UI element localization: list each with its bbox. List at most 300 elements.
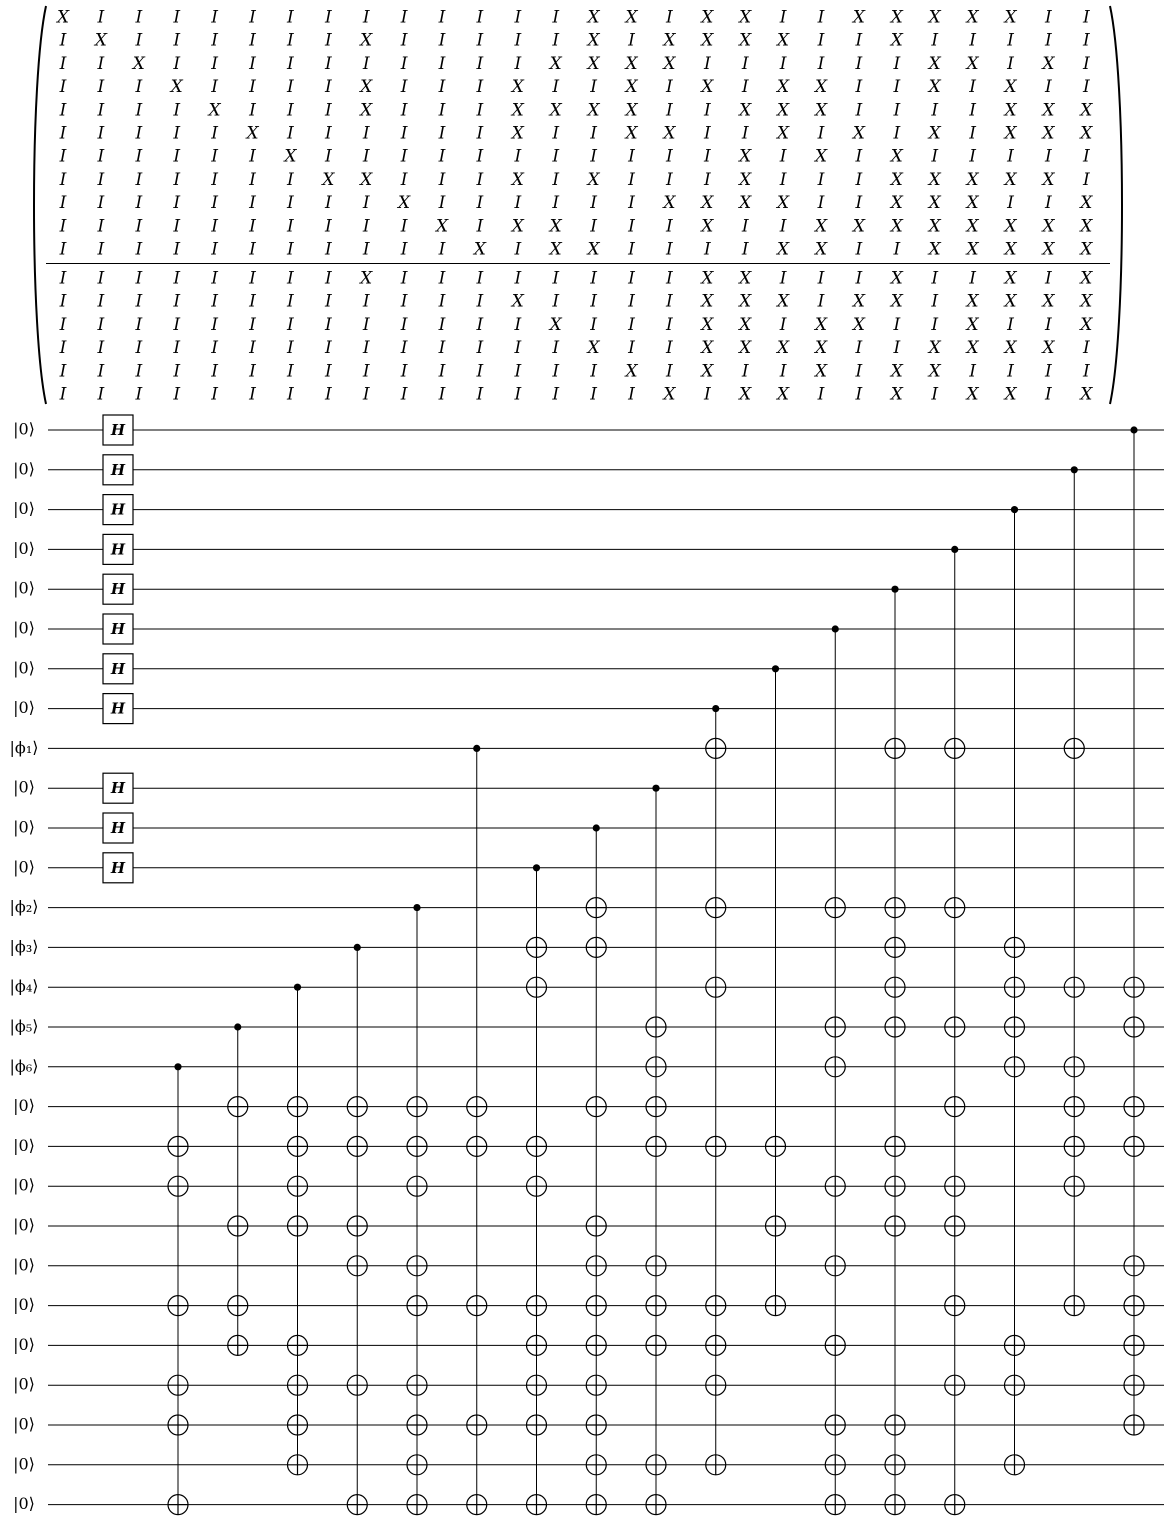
cnot-target — [586, 1415, 606, 1435]
wire-labels — [10, 420, 39, 1514]
matrix-cell: I — [362, 314, 370, 335]
matrix-cell: I — [590, 77, 597, 98]
matrix-cell: I — [893, 100, 901, 121]
matrix-cell: I — [514, 193, 522, 214]
cnot-target — [228, 1296, 248, 1316]
matrix-cell: I — [779, 361, 787, 382]
cnot-target — [825, 898, 845, 918]
matrix-cell: X — [587, 338, 600, 359]
matrix-cell: I — [438, 100, 446, 121]
matrix-cell: I — [173, 7, 181, 28]
cnot-target — [288, 1136, 308, 1156]
cnot-target — [1124, 1017, 1144, 1037]
cnot-target — [168, 1415, 188, 1435]
matrix-cell: I — [552, 268, 560, 289]
cnot-target — [228, 1335, 248, 1355]
matrix-cell: I — [59, 123, 67, 144]
cnot-target — [288, 1335, 308, 1355]
matrix-cell: I — [173, 169, 181, 190]
matrix-cell: I — [287, 314, 294, 335]
wire-label: |0⟩ — [13, 459, 35, 479]
matrix-cell: X — [701, 314, 714, 335]
matrix-cell: I — [1045, 7, 1052, 28]
matrix-cell: I — [514, 30, 522, 51]
matrix-cell: I — [438, 123, 446, 144]
cnot-target — [347, 1097, 367, 1117]
matrix-cell: I — [135, 239, 143, 260]
cnot-target — [1064, 1097, 1084, 1117]
cnot-target — [706, 898, 726, 918]
matrix-cell: I — [476, 30, 484, 51]
matrix-cell: I — [324, 53, 332, 74]
control-dot — [533, 864, 540, 871]
matrix-cell: X — [1004, 268, 1017, 289]
cnot-target — [527, 1495, 547, 1515]
matrix-cell: I — [855, 100, 863, 121]
matrix-cell: I — [438, 146, 446, 167]
matrix-cell: X — [852, 216, 865, 237]
cnot-target — [228, 1216, 248, 1236]
cnot-target — [407, 1097, 427, 1117]
matrix-cell: I — [817, 193, 825, 214]
matrix-cell: I — [666, 216, 673, 237]
cnot-target — [407, 1495, 427, 1515]
matrix-cell: X — [360, 268, 373, 289]
control-dot — [652, 785, 659, 792]
wire-label: |ϕ₄⟩ — [9, 976, 39, 996]
matrix-cell: I — [1007, 361, 1014, 382]
cnot-target — [885, 1176, 905, 1196]
hadamard-label: H — [110, 540, 126, 559]
hadamard-label: H — [110, 460, 126, 479]
matrix-cell: X — [1080, 216, 1093, 237]
matrix-cell: I — [97, 216, 105, 237]
matrix-cell: I — [741, 53, 749, 74]
matrix-cell: I — [1082, 77, 1090, 98]
matrix-cell: I — [173, 193, 181, 214]
matrix-cell: I — [324, 100, 332, 121]
matrix-cell: I — [249, 7, 256, 28]
matrix-cell: I — [855, 338, 863, 359]
matrix-cell: I — [324, 291, 332, 312]
control-dot — [174, 1063, 181, 1070]
matrix-cell: I — [97, 146, 105, 167]
cnot-target — [288, 1375, 308, 1395]
matrix-cell: I — [514, 146, 522, 167]
hadamard-label: H — [110, 819, 126, 837]
cnot-target — [347, 1256, 367, 1276]
matrix-cell: I — [400, 239, 408, 260]
matrix-cell: I — [703, 384, 711, 405]
matrix-cell: X — [928, 123, 941, 144]
matrix-cell: I — [438, 30, 446, 51]
matrix-cell: I — [628, 239, 635, 260]
matrix-cell: I — [590, 268, 597, 289]
matrix-cell: I — [59, 77, 67, 98]
matrix-cell: X — [511, 291, 524, 312]
cnot-target — [1005, 1455, 1025, 1475]
matrix-cell: I — [211, 291, 218, 312]
matrix-cell: I — [893, 314, 901, 335]
matrix-cell: I — [628, 268, 635, 289]
matrix-cell: I — [1045, 193, 1052, 214]
matrix-cell: I — [817, 30, 825, 51]
matrix-cell: I — [97, 77, 105, 98]
matrix-cell: I — [552, 338, 560, 359]
matrix-cell: I — [1007, 53, 1014, 74]
matrix-cell: I — [703, 146, 711, 167]
matrix-cell: I — [476, 291, 484, 312]
matrix-cell: X — [1004, 7, 1017, 28]
wire-label: |ϕ₅⟩ — [9, 1016, 39, 1036]
matrix-cell: I — [400, 314, 408, 335]
matrix-cell: X — [398, 193, 411, 214]
cnot-target — [586, 1495, 606, 1515]
matrix-cell: I — [514, 53, 522, 74]
matrix-cell: I — [211, 338, 218, 359]
cnot-target — [766, 1136, 786, 1156]
matrix-cell: X — [928, 361, 941, 382]
matrix-cell: X — [663, 193, 676, 214]
cnot-target — [347, 1216, 367, 1236]
control-dot — [712, 705, 719, 712]
wire-label: |0⟩ — [13, 499, 35, 519]
matrix-cell: I — [59, 169, 67, 190]
control-dot — [1011, 506, 1018, 513]
matrix-cell: I — [969, 361, 976, 382]
cnot-target — [527, 1296, 547, 1316]
matrix-cell: X — [511, 77, 524, 98]
matrix-cell: I — [666, 338, 673, 359]
cnot-target — [1005, 937, 1025, 957]
matrix-cell: X — [739, 169, 752, 190]
cnot-target — [467, 1296, 487, 1316]
matrix-cell: X — [360, 30, 373, 51]
cnot-target — [825, 1415, 845, 1435]
matrix-cell: I — [893, 53, 901, 74]
matrix-cell: X — [663, 384, 676, 405]
matrix-cell: I — [287, 338, 294, 359]
matrix-cell: X — [739, 338, 752, 359]
matrix-cell: I — [666, 291, 673, 312]
stabilizer-matrix — [34, 6, 1122, 405]
cnot-target — [586, 1256, 606, 1276]
wire-label: |0⟩ — [13, 538, 35, 558]
matrix-cell: I — [249, 193, 256, 214]
cnot-target — [288, 1216, 308, 1236]
matrix-cell: I — [666, 361, 673, 382]
wire-label: |0⟩ — [13, 1135, 35, 1155]
matrix-cell: X — [701, 193, 714, 214]
matrix-cell: I — [287, 169, 294, 190]
cnot-target — [288, 1176, 308, 1196]
cnot-target — [825, 1057, 845, 1077]
cnot-target — [347, 1495, 367, 1515]
matrix-cell: I — [931, 314, 939, 335]
matrix-cell: X — [549, 216, 562, 237]
matrix-cell: I — [173, 30, 181, 51]
control-dot — [1071, 466, 1078, 473]
matrix-cell: I — [931, 291, 939, 312]
matrix-cell: I — [438, 77, 446, 98]
matrix-cell: X — [928, 169, 941, 190]
matrix-cell: I — [59, 193, 67, 214]
cnot-target — [885, 898, 905, 918]
matrix-cell: X — [701, 268, 714, 289]
matrix-cell: I — [969, 100, 976, 121]
matrix-cell: I — [590, 291, 597, 312]
matrix-cell: X — [852, 7, 865, 28]
wire-label: |0⟩ — [13, 1096, 35, 1116]
cnot-target — [527, 1375, 547, 1395]
matrix-cell: I — [362, 239, 370, 260]
matrix-cell: I — [476, 384, 484, 405]
cnot-target — [586, 1216, 606, 1236]
cnot-target — [646, 1335, 666, 1355]
matrix-cell: I — [931, 384, 939, 405]
matrix-cell: I — [287, 193, 294, 214]
matrix-cell: I — [438, 239, 446, 260]
matrix-cell: I — [628, 169, 635, 190]
matrix-cell: X — [814, 77, 828, 98]
matrix-cell: I — [59, 268, 67, 289]
matrix-cell: X — [625, 77, 638, 98]
matrix-cell: I — [173, 384, 181, 405]
matrix-cell: I — [173, 53, 181, 74]
matrix-cell: I — [817, 53, 825, 74]
matrix-cell: I — [249, 239, 256, 260]
cnot-target — [825, 1256, 845, 1276]
matrix-cell: X — [625, 361, 638, 382]
matrix-cell: I — [249, 216, 256, 237]
matrix-cell: I — [59, 384, 67, 405]
matrix-cell: I — [287, 268, 294, 289]
cnot-target — [527, 1415, 547, 1435]
matrix-cell: X — [625, 53, 638, 74]
matrix-cell: I — [362, 216, 370, 237]
matrix-cell: X — [360, 100, 373, 121]
matrix-cell: X — [625, 123, 638, 144]
matrix-cell: I — [249, 268, 256, 289]
matrix-cell: X — [890, 169, 903, 190]
matrix-cell: I — [741, 123, 749, 144]
matrix-cell: X — [928, 77, 941, 98]
matrix-cell: X — [701, 361, 714, 382]
matrix-cell: I — [324, 7, 332, 28]
matrix-cell: I — [931, 146, 939, 167]
cnot-target — [168, 1136, 188, 1156]
matrix-cell: X — [777, 100, 790, 121]
matrix-cell: I — [628, 338, 635, 359]
matrix-cell: X — [966, 384, 979, 405]
matrix-cell: X — [1004, 384, 1017, 405]
matrix-cell: X — [549, 314, 562, 335]
cnot-target — [586, 1097, 606, 1117]
matrix-cell: I — [211, 314, 218, 335]
matrix-cell: X — [1042, 291, 1055, 312]
cnot-target — [288, 1097, 308, 1117]
cnot-target — [407, 1136, 427, 1156]
matrix-cell: X — [587, 239, 600, 260]
matrix-cell: I — [135, 77, 143, 98]
cnot-target — [407, 1256, 427, 1276]
matrix-cell: I — [476, 361, 484, 382]
matrix-cell: I — [97, 338, 105, 359]
matrix-cell: X — [360, 77, 373, 98]
matrix-cell: I — [476, 314, 484, 335]
cnot-target — [646, 1057, 666, 1077]
matrix-cell: I — [855, 361, 863, 382]
matrix-cell: I — [211, 30, 218, 51]
matrix-cell: I — [59, 146, 67, 167]
wire-label: |ϕ₂⟩ — [9, 897, 39, 917]
hadamard-label: H — [110, 421, 126, 439]
matrix-cell: I — [211, 361, 218, 382]
cnot-target — [945, 898, 965, 918]
matrix-cell: I — [135, 123, 143, 144]
matrix-cell: X — [739, 291, 752, 312]
matrix-cell: X — [890, 146, 903, 167]
matrix-cell: X — [739, 146, 752, 167]
cnot-target — [885, 1216, 905, 1236]
matrix-cell: I — [666, 314, 673, 335]
control-dot — [593, 824, 600, 831]
wire-label: |0⟩ — [13, 1494, 35, 1514]
matrix-cell: I — [628, 146, 635, 167]
cnot-target — [586, 1296, 606, 1316]
cnot-target — [407, 1455, 427, 1475]
matrix-cell: I — [552, 146, 560, 167]
matrix-cell: I — [249, 338, 256, 359]
cnot-target — [1005, 1017, 1025, 1037]
matrix-cell: I — [514, 268, 522, 289]
matrix-cell: I — [362, 7, 370, 28]
cnot-target — [1064, 1296, 1084, 1316]
cnot-target — [706, 1296, 726, 1316]
matrix-cell: X — [1004, 123, 1017, 144]
matrix-cell: I — [97, 291, 105, 312]
control-dot — [473, 745, 480, 752]
matrix-cell: X — [1080, 268, 1093, 289]
matrix-cell: I — [362, 193, 370, 214]
cnot-target — [885, 738, 905, 758]
matrix-cell: I — [362, 53, 370, 74]
matrix-cell: I — [287, 239, 294, 260]
matrix-cell: X — [966, 216, 979, 237]
cnot-target — [1005, 1375, 1025, 1395]
matrix-cell: X — [890, 291, 903, 312]
matrix-cell: I — [97, 100, 105, 121]
matrix-cell: I — [476, 146, 484, 167]
cnot-target — [945, 1296, 965, 1316]
matrix-cell: I — [59, 30, 67, 51]
matrix-cell: I — [400, 216, 408, 237]
matrix-cell: I — [249, 100, 256, 121]
matrix-cell: I — [476, 169, 484, 190]
matrix-cell: I — [476, 100, 484, 121]
matrix-cell: X — [1004, 100, 1017, 121]
matrix-cell: X — [739, 100, 752, 121]
matrix-cell: I — [476, 216, 484, 237]
matrix-cell: I — [362, 338, 370, 359]
matrix-cell: X — [1080, 193, 1093, 214]
matrix-cell: I — [211, 216, 218, 237]
matrix-cell: I — [287, 123, 294, 144]
matrix-cell: I — [514, 7, 522, 28]
matrix-cell: X — [1004, 216, 1017, 237]
cnot-target — [1064, 1057, 1084, 1077]
matrix-cell: X — [549, 53, 562, 74]
matrix-cell: X — [587, 53, 600, 74]
cnot-target — [527, 937, 547, 957]
matrix-cell: I — [779, 268, 787, 289]
matrix-cell: I — [324, 146, 332, 167]
matrix-cell: X — [663, 53, 676, 74]
matrix-cell: I — [666, 77, 673, 98]
matrix-cell: X — [966, 239, 979, 260]
matrix-cell: X — [814, 338, 828, 359]
cnot-target — [706, 1335, 726, 1355]
matrix-cell: I — [438, 53, 446, 74]
matrix-cell: X — [966, 291, 979, 312]
matrix-cell: X — [1080, 314, 1093, 335]
matrix-cell: I — [249, 30, 256, 51]
matrix-cell: I — [97, 169, 105, 190]
hadamard-label: H — [110, 699, 126, 718]
matrix-cell: I — [1045, 30, 1052, 51]
matrix-cell: I — [855, 77, 863, 98]
matrix-cell: X — [587, 7, 600, 28]
matrix-cell: I — [969, 268, 976, 289]
hadamard-label: H — [110, 779, 126, 798]
matrix-cell: I — [249, 53, 256, 74]
matrix-cell: X — [435, 216, 449, 237]
matrix-cell: I — [552, 123, 560, 144]
matrix-cell: I — [324, 338, 332, 359]
control-dot — [772, 665, 779, 672]
matrix-cell: I — [666, 239, 673, 260]
cnot-target — [945, 738, 965, 758]
cnot-target — [706, 1375, 726, 1395]
cnot-target — [1124, 1097, 1144, 1117]
cnot-target — [1124, 977, 1144, 997]
wire-label: |0⟩ — [13, 698, 35, 718]
matrix-cell: I — [628, 30, 635, 51]
matrix-cell: X — [701, 291, 714, 312]
matrix-cell: I — [1082, 7, 1090, 28]
cnot-target — [945, 1495, 965, 1515]
matrix-cell: I — [666, 169, 673, 190]
matrix-cell: I — [438, 193, 446, 214]
matrix-cell: I — [590, 384, 597, 405]
matrix-cell: I — [438, 169, 446, 190]
matrix-cell: X — [814, 361, 828, 382]
cnot-target — [646, 1296, 666, 1316]
matrix-cell: I — [590, 361, 597, 382]
matrix-cell: I — [628, 291, 635, 312]
matrix-cell: I — [476, 77, 484, 98]
matrix-cell: X — [852, 314, 865, 335]
matrix-cell: I — [59, 291, 67, 312]
hadamard-label: H — [110, 620, 126, 638]
matrix-cell: I — [476, 268, 484, 289]
matrix-cell: X — [814, 216, 828, 237]
matrix-cell: I — [211, 77, 218, 98]
matrix-cell: X — [549, 100, 562, 121]
matrix-cell: I — [211, 239, 218, 260]
wire-label: |0⟩ — [13, 419, 35, 439]
cnot-target — [646, 1017, 666, 1037]
